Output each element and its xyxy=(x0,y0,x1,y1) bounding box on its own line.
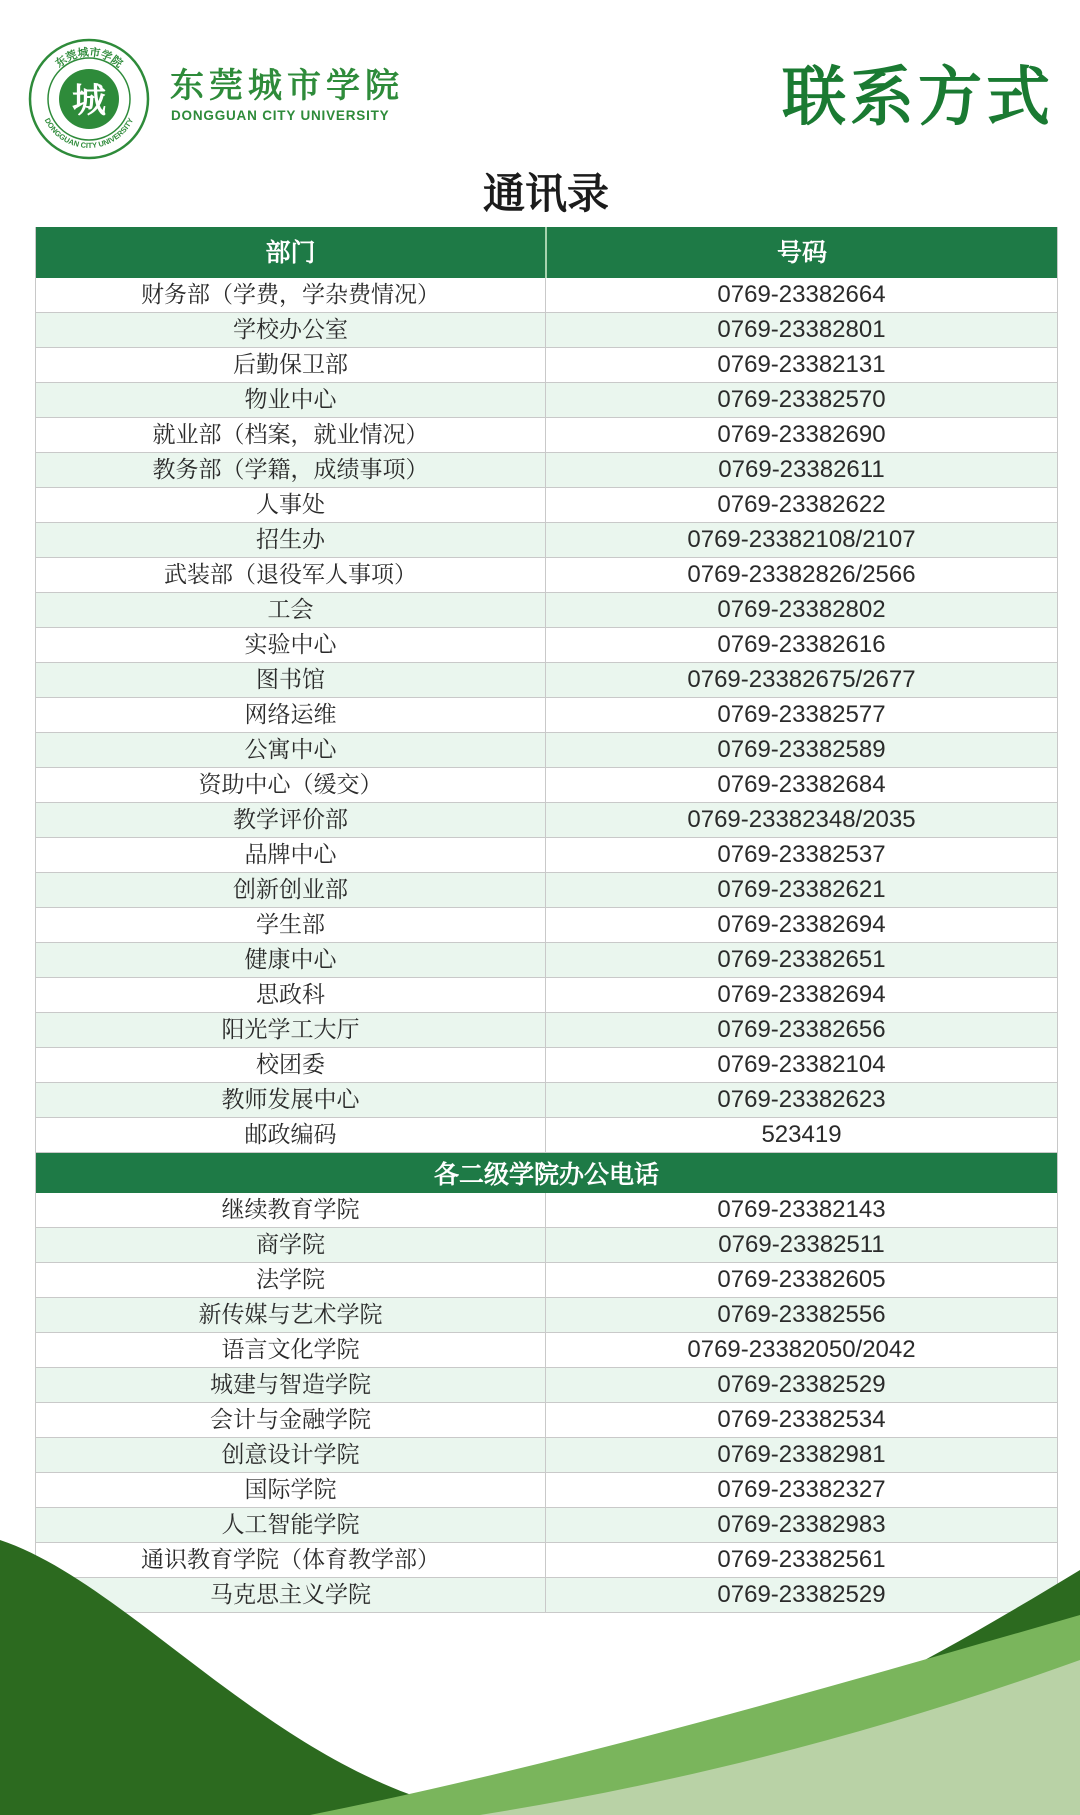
department-name: 后勤保卫部 xyxy=(36,348,546,382)
svg-text:东莞城市学院 xyxy=(52,45,125,70)
table-row xyxy=(36,1118,1057,1153)
department-name: 校团委 xyxy=(36,1048,546,1082)
table-row xyxy=(36,1193,1057,1228)
emblem-ring-cn: 东莞城市学院 xyxy=(52,45,126,71)
department-name: 网络运维 xyxy=(36,698,546,732)
phone-number: 0769-23382529 xyxy=(717,1371,886,1398)
department-name: 教师发展中心 xyxy=(36,1083,546,1117)
table-row xyxy=(36,1083,1057,1118)
directory-title: 通讯录 xyxy=(482,169,609,218)
department-name: 邮政编码 xyxy=(36,1118,546,1152)
emblem-mark: 城 xyxy=(72,81,106,121)
table-row xyxy=(36,1048,1057,1083)
table-row xyxy=(36,838,1057,873)
phone-number: 0769-23382050/2042 xyxy=(687,1336,916,1363)
phone-number: 0769-23382801 xyxy=(717,316,886,343)
department-name: 法学院 xyxy=(36,1263,546,1297)
table-row xyxy=(36,803,1057,838)
table-row xyxy=(36,978,1057,1013)
university-emblem-icon xyxy=(28,38,150,160)
decorative-wave-footer xyxy=(0,1540,1080,1815)
department-name: 就业部（档案，就业情况） xyxy=(36,418,546,452)
colleges-section-header: 各二级学院办公电话 xyxy=(36,1153,1057,1193)
phone-number: 0769-23382802 xyxy=(717,596,886,623)
department-name: 通识教育学院（体育教学部） xyxy=(36,1543,546,1577)
university-name-cn: 东莞城市学院 xyxy=(170,66,404,106)
department-name: 财务部（学费，学杂费情况） xyxy=(36,278,546,312)
phone-number: 0769-23382589 xyxy=(717,736,886,763)
page-header xyxy=(0,0,1080,160)
table-row xyxy=(36,733,1057,768)
department-name: 品牌中心 xyxy=(36,838,546,872)
phone-number: 0769-23382981 xyxy=(717,1441,886,1468)
table-header-row xyxy=(36,227,1057,278)
phone-number: 0769-23382529 xyxy=(717,1581,886,1608)
table-row xyxy=(36,628,1057,663)
department-name: 物业中心 xyxy=(36,383,546,417)
phone-number: 0769-23382537 xyxy=(717,841,886,868)
phone-number: 0769-23382694 xyxy=(717,911,886,938)
phone-number: 0769-23382690 xyxy=(717,421,886,448)
table-row xyxy=(36,1333,1057,1368)
phone-number: 0769-23382694 xyxy=(717,981,886,1008)
phone-number: 0769-23382605 xyxy=(717,1266,886,1293)
contact-table xyxy=(35,227,1058,1613)
table-row xyxy=(36,278,1057,313)
emblem-ring-en: DONGGUAN CITY UNIVERSITY xyxy=(42,116,136,151)
phone-number: 0769-23382621 xyxy=(717,876,886,903)
table-row xyxy=(36,1368,1057,1403)
phone-number: 0769-23382826/2566 xyxy=(687,561,916,588)
phone-number: 0769-23382143 xyxy=(717,1196,886,1223)
phone-number: 0769-23382108/2107 xyxy=(687,526,916,553)
department-name: 国际学院 xyxy=(36,1473,546,1507)
department-name: 创新创业部 xyxy=(36,873,546,907)
table-row xyxy=(36,558,1057,593)
department-name: 商学院 xyxy=(36,1228,546,1262)
department-name: 学校办公室 xyxy=(36,313,546,347)
table-row xyxy=(36,663,1057,698)
department-name: 思政科 xyxy=(36,978,546,1012)
department-name: 人工智能学院 xyxy=(36,1508,546,1542)
department-name: 教学评价部 xyxy=(36,803,546,837)
department-name: 公寓中心 xyxy=(36,733,546,767)
department-name: 资助中心（缓交） xyxy=(36,768,546,802)
phone-number: 0769-23382622 xyxy=(717,491,886,518)
table-row xyxy=(36,348,1057,383)
table-row xyxy=(36,1298,1057,1333)
phone-number: 0769-23382651 xyxy=(717,946,886,973)
table-row xyxy=(36,418,1057,453)
university-name-en: DONGGUAN CITY UNIVERSITY xyxy=(171,108,390,123)
department-name: 武装部（退役军人事项） xyxy=(36,558,546,592)
phone-number: 0769-23382131 xyxy=(717,351,886,378)
department-name: 工会 xyxy=(36,593,546,627)
table-row xyxy=(36,593,1057,628)
phone-number: 0769-23382511 xyxy=(718,1231,885,1258)
department-name: 创意设计学院 xyxy=(36,1438,546,1472)
table-row xyxy=(36,908,1057,943)
table-row xyxy=(36,768,1057,803)
table-row xyxy=(36,1263,1057,1298)
department-name: 阳光学工大厅 xyxy=(36,1013,546,1047)
department-name: 人事处 xyxy=(36,488,546,522)
phone-number: 0769-23382104 xyxy=(717,1051,886,1078)
table-row xyxy=(36,1438,1057,1473)
table-row xyxy=(36,383,1057,418)
phone-number: 0769-23382675/2677 xyxy=(687,666,916,693)
phone-number: 0769-23382327 xyxy=(717,1476,886,1503)
column-header-phone: 号码 xyxy=(776,238,827,267)
directory-rows xyxy=(36,278,1057,1153)
department-name: 教务部（学籍，成绩事项） xyxy=(36,453,546,487)
phone-number: 0769-23382684 xyxy=(717,771,886,798)
phone-number: 0769-23382656 xyxy=(717,1016,886,1043)
department-name: 城建与智造学院 xyxy=(36,1368,546,1402)
department-name: 图书馆 xyxy=(36,663,546,697)
phone-number: 0769-23382983 xyxy=(717,1511,886,1538)
department-name: 学生部 xyxy=(36,908,546,942)
table-row xyxy=(36,1508,1057,1543)
phone-number: 0769-23382664 xyxy=(717,281,886,308)
table-row xyxy=(36,1013,1057,1048)
phone-number: 0769-23382534 xyxy=(717,1406,886,1433)
department-name: 实验中心 xyxy=(36,628,546,662)
table-row xyxy=(36,453,1057,488)
page-title: 联系方式 xyxy=(782,61,1054,135)
department-name: 会计与金融学院 xyxy=(36,1403,546,1437)
table-row xyxy=(36,1403,1057,1438)
phone-number: 0769-23382570 xyxy=(717,386,886,413)
column-header-department: 部门 xyxy=(36,227,547,278)
table-row xyxy=(36,488,1057,523)
department-name: 语言文化学院 xyxy=(36,1333,546,1367)
department-name: 马克思主义学院 xyxy=(36,1578,546,1612)
department-name: 健康中心 xyxy=(36,943,546,977)
department-name: 新传媒与艺术学院 xyxy=(36,1298,546,1332)
department-name: 招生办 xyxy=(36,523,546,557)
phone-number: 0769-23382616 xyxy=(717,631,886,658)
table-row xyxy=(36,943,1057,978)
table-row xyxy=(36,313,1057,348)
department-name: 继续教育学院 xyxy=(36,1193,546,1227)
phone-number: 0769-23382577 xyxy=(717,701,886,728)
phone-number: 0769-23382623 xyxy=(717,1086,886,1113)
table-row xyxy=(36,523,1057,558)
table-row xyxy=(36,873,1057,908)
phone-number: 0769-23382556 xyxy=(717,1301,886,1328)
phone-number: 0769-23382561 xyxy=(717,1546,886,1573)
table-row xyxy=(36,1473,1057,1508)
phone-number: 0769-23382611 xyxy=(718,456,885,483)
phone-number: 0769-23382348/2035 xyxy=(687,806,916,833)
phone-number: 523419 xyxy=(761,1121,842,1148)
table-row xyxy=(36,698,1057,733)
table-row xyxy=(36,1228,1057,1263)
